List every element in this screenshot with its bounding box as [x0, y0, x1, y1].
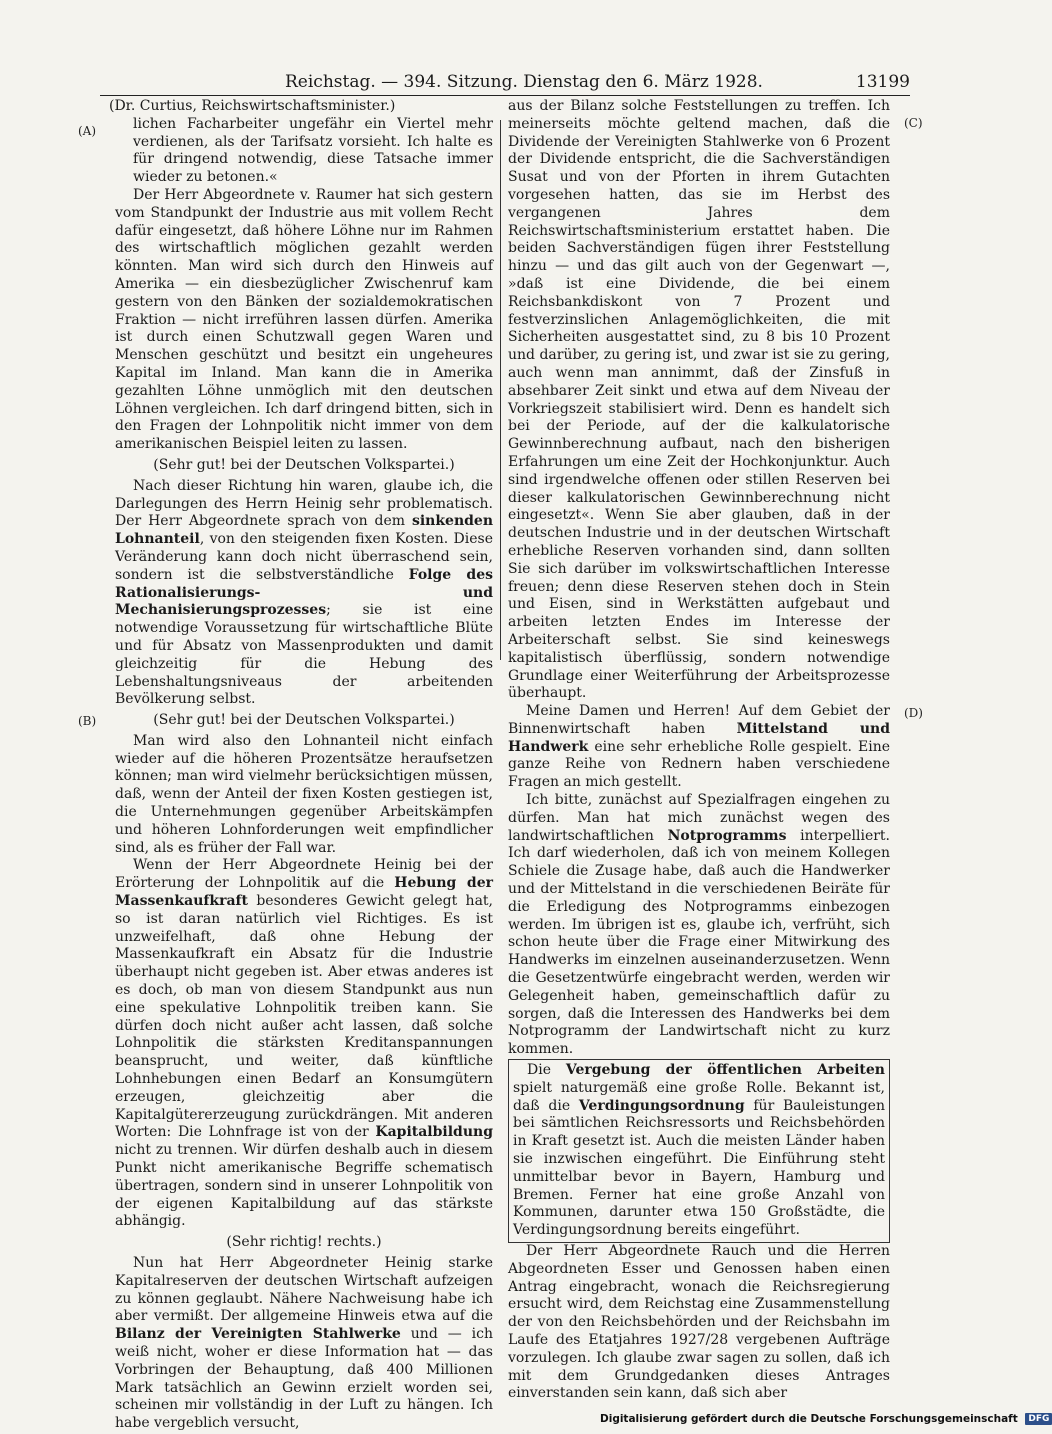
emphasis: Kapitalbildung — [375, 1124, 493, 1141]
text-run: , von den steigenden fixen Kosten. Diese Veränderung kann doch nicht überraschend sein, sondern ist die selbstverständliche — [115, 531, 493, 583]
margin-marker-d: (D) — [904, 706, 923, 720]
emphasis: Verdingungsordnung — [578, 1097, 745, 1114]
right-column — [508, 98, 891, 1402]
emphasis: Hebung der Massenkaufkraft — [115, 875, 493, 910]
text-run: Nun hat Herr Abgeordneter Heinig starke Kapitalreserven der deutschen Wirtschaft aufzeigen zu können geglaubt. Nähere Nachweisung habe ich aber vermißt. Der allgemeine Hinweis etwa auf die — [115, 1255, 493, 1325]
footer-credit: Digitalisierung gefördert durch die Deutsche Forschungsgemeinschaft — [600, 1413, 1018, 1425]
text-run: spielt naturgemäß eine große Rolle. Bekannt ist, daß die — [513, 1079, 885, 1114]
paragraph — [115, 857, 493, 1231]
page-footer — [600, 1413, 1050, 1429]
text-run: Ich bitte, zunächst auf Spezialfragen eingehen zu dürfen. Man hat mich zunächst wegen des landwirtschaftlichen — [508, 792, 890, 844]
text-run: Wenn der Herr Abgeordnete Heinig bei der Erörterung der Lohnpolitik auf die — [115, 857, 493, 892]
margin-marker-c: (C) — [904, 116, 923, 130]
text-run: Nach dieser Richtung hin waren, glaube ich, die Darlegungen des Herrn Heinig sehr problematisch. Der Herr Abgeordnete sprach von dem — [115, 477, 493, 530]
paragraph — [508, 792, 890, 1059]
paragraph: Der Herr Abgeordnete Rauch und die Herren Abgeordneten Esser und Genossen haben einen Antrag eingebracht, wonach die Reichsregierung ersucht wird, dem Reichstag eine Zusammenstellung der von den Reichsbehörden und der Reichsbahn im Laufe des Etatjahres 1927/28 vergebenen Aufträge vorzulegen. Ich glaube zwar sagen zu sollen, daß ich mit dem Grundgedanken dieses Antrages einverstanden sein kann, daß sich aber — [508, 1243, 890, 1402]
text-run: besonderes Gewicht gelegt hat, so ist daran natürlich viel Richtiges. Es ist unzweifelhaft, daß ohne Hebung der Massenkaufkraft ein Absatz für die Industrie überhaupt nicht gegeben ist. Aber etwas anderes ist es doch, ob man von diesem Standpunkt aus nun eine spekulative Lohnpolitik treiben kann. Sie dürfen doch nicht außer acht lassen, daß solche Lohnpolitik die stärksten Kreditanspannungen beansprucht, und weiter, daß künftliche Lohnhebungen einen Bedarf an Konsumgütern erzeugen, gleichzeitig aber die Kapitalgütererzeugung zurückdrängen. Mit anderen Worten: Die Lohnfrage ist von der — [115, 893, 493, 1141]
header-rule — [100, 95, 910, 96]
paragraph — [508, 1059, 890, 1243]
left-column — [109, 98, 493, 1432]
emphasis: Mittelstand und Handwerk — [508, 720, 890, 755]
reaction-line: (Sehr richtig! rechts.) — [226, 1234, 382, 1251]
text-run: Meine Damen und Herren! Auf dem Gebiet der Binnenwirtschaft haben — [508, 703, 890, 737]
paragraph: lichen Facharbeiter ungefähr ein Viertel mehr verdienen, als der Tarifsatz vorsieht. Ich halte es für dringend notwendig, diese Tatsache immer wieder zu betonen.« — [133, 115, 493, 186]
emphasis: sinkenden Lohnanteil — [115, 513, 493, 548]
paragraph: aus der Bilanz solche Feststellungen zu treffen. Ich meinerseits möchte geltend machen, daß die Dividende der Vereinigten Stahlwerke von 6 Prozent der Dividende entspricht, die die Sachverständigen Susat und von der Pforten in ihrem Gutachten vorgesehen hatten, das sie im Herbst des vergangenen Jahres dem Reichswirtschaftsministerium erstattet haben. Die beiden Sachverständigen fügen ihrer Feststellung hinzu — und das gilt auch von der Gegenwart —, »daß ist eine Dividende, die bei einem Reichsbankdiskont von 7 Prozent und festverzinslichen Anlagemöglichkeiten, die mit Sicherheiten ausgestattet sind, zu 8 bis 10 Prozent und darüber, zu gering ist, und zwar ist sie zu gering, auch wenn man annimmt, daß der Zinsfuß in absehbarer Zeit sinkt und etwa auf dem Niveau der Vorkriegszeit stabilisiert wird. Denn es handelt sich bei der Periode, auf der die kalkulatorische Gewinnberechnung aufbaut, nach den bisherigen Erfahrungen um eine Zeit der Hochkonjunktur. Auch sind irgendwelche offenen oder stillen Reserven bei dieser kalkulatorischen Gewinnberechnung nicht eingesetzt«. Wenn Sie aber glauben, daß in der deutschen Industrie und in der deutschen Wirtschaft erhebliche Reserven vorhanden sind, dann sollten Sie sich darüber im volkswirtschaftlichen Interesse freuen; denn diese Reserven stehen doch in Stein und Eisen, sind in Werkstätten aufgebaut und arbeiten letzten Endes im Interesse der Arbeiterschaft selbst. Sie sind keineswegs kapitalistisch überflüssig, sondern notwendige Grundlage einer Weiterführung der Arbeitsprozesse überhaupt. — [508, 98, 890, 702]
paragraph — [115, 478, 493, 709]
margin-marker-b: (B) — [78, 714, 97, 728]
text-run: und — ich weiß nicht, woher er diese Information hat — das Vorbringen der Behauptung, daß 400 Millionen Mark tatsächlich an Gewinn erzielt worden sei, scheinen mir vollständig in der Luft zu hängen. Ich habe vergeblich versucht, — [115, 1326, 493, 1432]
emphasis: Bilanz der Vereinigten Stahlwerke — [115, 1326, 401, 1343]
text-run: eine sehr erhebliche Rolle gespielt. Eine ganze Reihe von Rednern haben verschiedene Fragen an mich gestellt. — [508, 738, 890, 791]
paragraph: Man wird also den Lohnanteil nicht einfach wieder auf die höheren Prozentsätze heraufsetzen können; man wird vielmehr berücksichtigen müssen, daß, wenn der Anteil der fixen Kosten gestiegen ist, die Unternehmungen gegenüber Arbeitskämpfen und höheren Lohnforderungen weit empfindlicher sind, als es früher der Fall war. — [115, 732, 493, 856]
paragraph — [115, 1255, 493, 1433]
page-number: 13199 — [855, 72, 910, 92]
emphasis: Notprogramms — [667, 827, 787, 844]
emphasis: Folge des Rationalisierungs- und Mechanisierungsprozesses — [115, 566, 493, 619]
margin-marker-a: (A) — [78, 124, 97, 138]
column-divider — [500, 120, 501, 660]
speaker-line: (Dr. Curtius, Reichswirtschaftsminister.) — [109, 98, 396, 114]
emphasis: Vergebung der öffentlichen Arbeiten — [565, 1062, 885, 1079]
paragraph — [508, 703, 890, 792]
text-run: ; sie ist eine notwendige Voraussetzung für wirtschaftliche Blüte und für Absatz von Massenprodukten und damit gleichzeitig für die Hebung des Lebenshaltungsniveaus der arbeitenden Bevölkerung selbst. — [115, 602, 493, 708]
reaction-line: (Sehr gut! bei der Deutschen Volkspartei.) — [153, 456, 455, 473]
text-run: Die — [527, 1062, 566, 1079]
text-run: interpelliert. Ich darf wiederholen, daß ich von meinem Kollegen Schiele die Zusage habe, daß auch die Handwerker und der Mittelstand in die verschiedenen Beiräte für die Erledigung des Notprogramms einbezogen werden. Im übrigen ist es, glaube ich, verfrüht, sich schon heute über die Frage einer Mitwirkung des Handwerks im einzelnen auseinanderzusetzen. Wenn die Gesetzentwürfe eingebracht werden, werden wir Gelegenheit haben, gemeinschaftlich dafür zu sorgen, daß die Interessen des Handwerks bei dem Notprogramm der Landwirtschaft nicht zu kurz kommen. — [508, 827, 891, 1058]
text-run: für Bauleistungen bei sämtlichen Reichsressorts und Reichsbehörden in Kraft gesetzt ist. Auch die meisten Länder haben sie inzwischen eingeführt. Die Einführung steht unmittelbar bevor in Bayern, Hamburg und Bremen. Ferner hat eine große Anzahl von Kommunen, darunter etwa 150 Großstädte, die Verdingungsordnung bereits eingeführt. — [513, 1097, 885, 1239]
reaction-line: (Sehr gut! bei der Deutschen Volkspartei.) — [153, 712, 455, 729]
dfg-logo-icon: DFG — [1025, 1413, 1052, 1425]
text-run: nicht zu trennen. Wir dürfen deshalb auch in diesem Punkt nicht amerikanische Begriffe schematisch übertragen, sondern sind in unserer Lohnpolitik von der eigenen Kapitalbildung auf das stärkste abhängig. — [115, 1142, 493, 1230]
running-head: Reichstag. — 394. Sitzung. Dienstag den 6. März 1928. — [285, 72, 763, 92]
paragraph: Der Herr Abgeordnete v. Raumer hat sich gestern vom Standpunkt der Industrie aus mit vollem Recht dafür eingesetzt, daß höhere Löhne nur im Rahmen des wirtschaftlich möglichen gezahlt werden könnten. Man wird sich durch den Hinweis auf Amerika — ein diesbezüglicher Zwischenruf kam gestern von den Bänken der sozialdemokratischen Fraktion — nicht irreführen lassen dürfen. Amerika ist durch einen Schutzwall gegen Waren und Menschen geschützt und besitzt ein ungeheures Kapital im Inland. Man kann die in Amerika gezahlten Löhne unmöglich mit den deutschen Löhnen vergleichen. Ich darf dringend bitten, sich in den Fragen der Lohnpolitik nicht immer von dem amerikanischen Beispiel leiten zu lassen. — [115, 186, 493, 453]
